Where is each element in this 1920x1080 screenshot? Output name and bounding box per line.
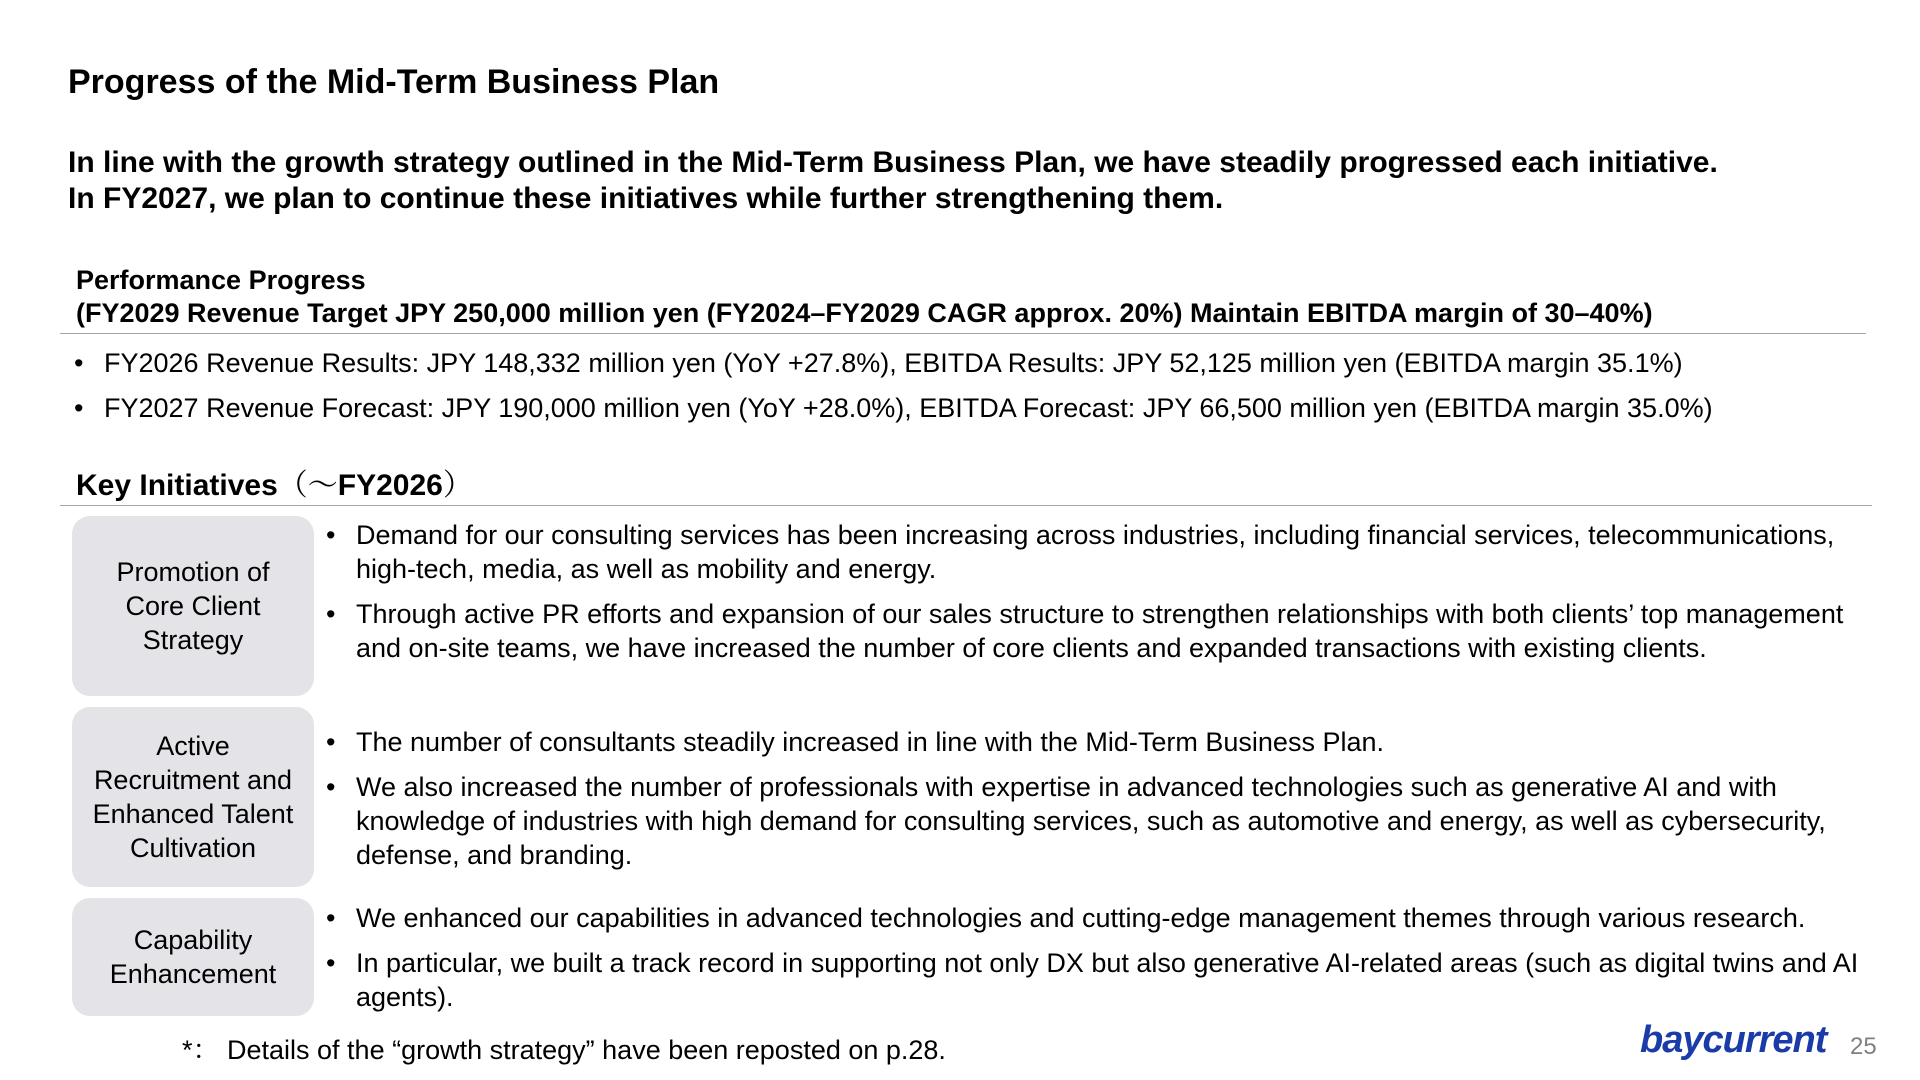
bullet-icon: •: [326, 599, 336, 629]
heading-period: FY2026: [337, 469, 443, 502]
point-text: We enhanced our capabilities in advanced technologies and cutting-edge management themes through various research.: [356, 903, 1806, 933]
label-line: Core Client: [125, 591, 261, 621]
performance-heading: [76, 264, 1653, 330]
performance-result: FY2026 Revenue Results: JPY 148,332 million yen (YoY +27.8%), EBITDA Results: JPY 52,125 million yen (EBITDA margin 35.1%): [104, 348, 1683, 378]
bullet-icon: •: [326, 903, 336, 933]
page-number: 25: [1850, 1033, 1877, 1060]
label-line: Recruitment and: [93, 765, 293, 795]
performance-title: Performance Progress: [76, 265, 366, 295]
label-line: Promotion of: [116, 557, 270, 587]
initiative-points-recruitment: [326, 725, 1866, 883]
performance-forecast: FY2027 Revenue Forecast: JPY 190,000 million yen (YoY +28.0%), EBITDA Forecast: JPY 66,500 million yen (EBITDA margin 35.0%): [104, 393, 1713, 423]
bullet-icon: •: [74, 393, 84, 423]
key-initiatives-heading: [76, 466, 473, 506]
initiative-label-core-client: [72, 516, 314, 696]
label-line: Strategy: [142, 625, 244, 655]
point-text: Through active PR efforts and expansion of our sales structure to strengthen relationships with both clients’ top management and on-site teams, we have increased the number of core clients and expanded transactions with existing clients.: [356, 599, 1844, 663]
lead-statement: [68, 145, 1718, 217]
page-title: Progress of the Mid-Term Business Plan: [68, 63, 720, 101]
point-text: We also increased the number of professionals with expertise in advanced technologies such as generative AI and with knowledge of industries with high demand for consulting services, such as automotive and energy, as well as cybersecurity, defense, and branding.: [356, 772, 1826, 870]
label-line: Active: [156, 731, 230, 761]
bullet-icon: •: [326, 772, 336, 802]
label-line: Capability: [133, 925, 253, 955]
list-item: [326, 597, 1866, 665]
bullet-icon: •: [74, 348, 84, 378]
list-item: [326, 518, 1866, 586]
performance-target: (FY2029 Revenue Target JPY 250,000 million yen (FY2024–FY2029 CAGR approx. 20%) Maintain EBITDA margin of 30–40%): [76, 298, 1653, 328]
performance-list: [74, 346, 1713, 436]
label-line: Cultivation: [129, 833, 257, 863]
company-logo: baycurrent: [1640, 1019, 1827, 1061]
initiative-points-capability: [326, 901, 1866, 1025]
lead-line-2: In FY2027, we plan to continue these initiatives while further strengthening them.: [68, 182, 1224, 215]
heading-paren-open: （～: [277, 469, 338, 502]
initiative-label-recruitment: [72, 707, 314, 887]
key-initiatives-title: Key Initiatives: [76, 469, 278, 502]
point-text: In particular, we built a track record in supporting not only DX but also generative AI-related areas (such as digital twins and AI agents).: [356, 948, 1859, 1012]
label-line: Enhancement: [109, 959, 277, 989]
list-item: [326, 725, 1866, 759]
list-item: [74, 391, 1713, 425]
initiative-label-capability: [72, 898, 314, 1016]
point-text: The number of consultants steadily increased in line with the Mid-Term Business Plan.: [356, 727, 1384, 757]
divider: [60, 505, 1872, 506]
bullet-icon: •: [326, 520, 336, 550]
footnote: *： Details of the “growth strategy” have been reposted on p.28.: [182, 1035, 946, 1065]
lead-line-1: In line with the growth strategy outlined in the Mid-Term Business Plan, we have steadily progressed each initiative.: [68, 146, 1718, 179]
divider: [60, 333, 1866, 334]
heading-paren-close: ）: [442, 469, 473, 502]
initiative-points-core-client: [326, 518, 1866, 676]
label-line: Enhanced Talent: [92, 799, 294, 829]
point-text: Demand for our consulting services has been increasing across industries, including financial services, telecommunications, high-tech, media, as well as mobility and energy.: [356, 520, 1835, 584]
bullet-icon: •: [326, 727, 336, 757]
list-item: [74, 346, 1713, 380]
bullet-icon: •: [326, 948, 336, 978]
list-item: [326, 946, 1866, 1014]
list-item: [326, 770, 1866, 872]
list-item: [326, 901, 1866, 935]
